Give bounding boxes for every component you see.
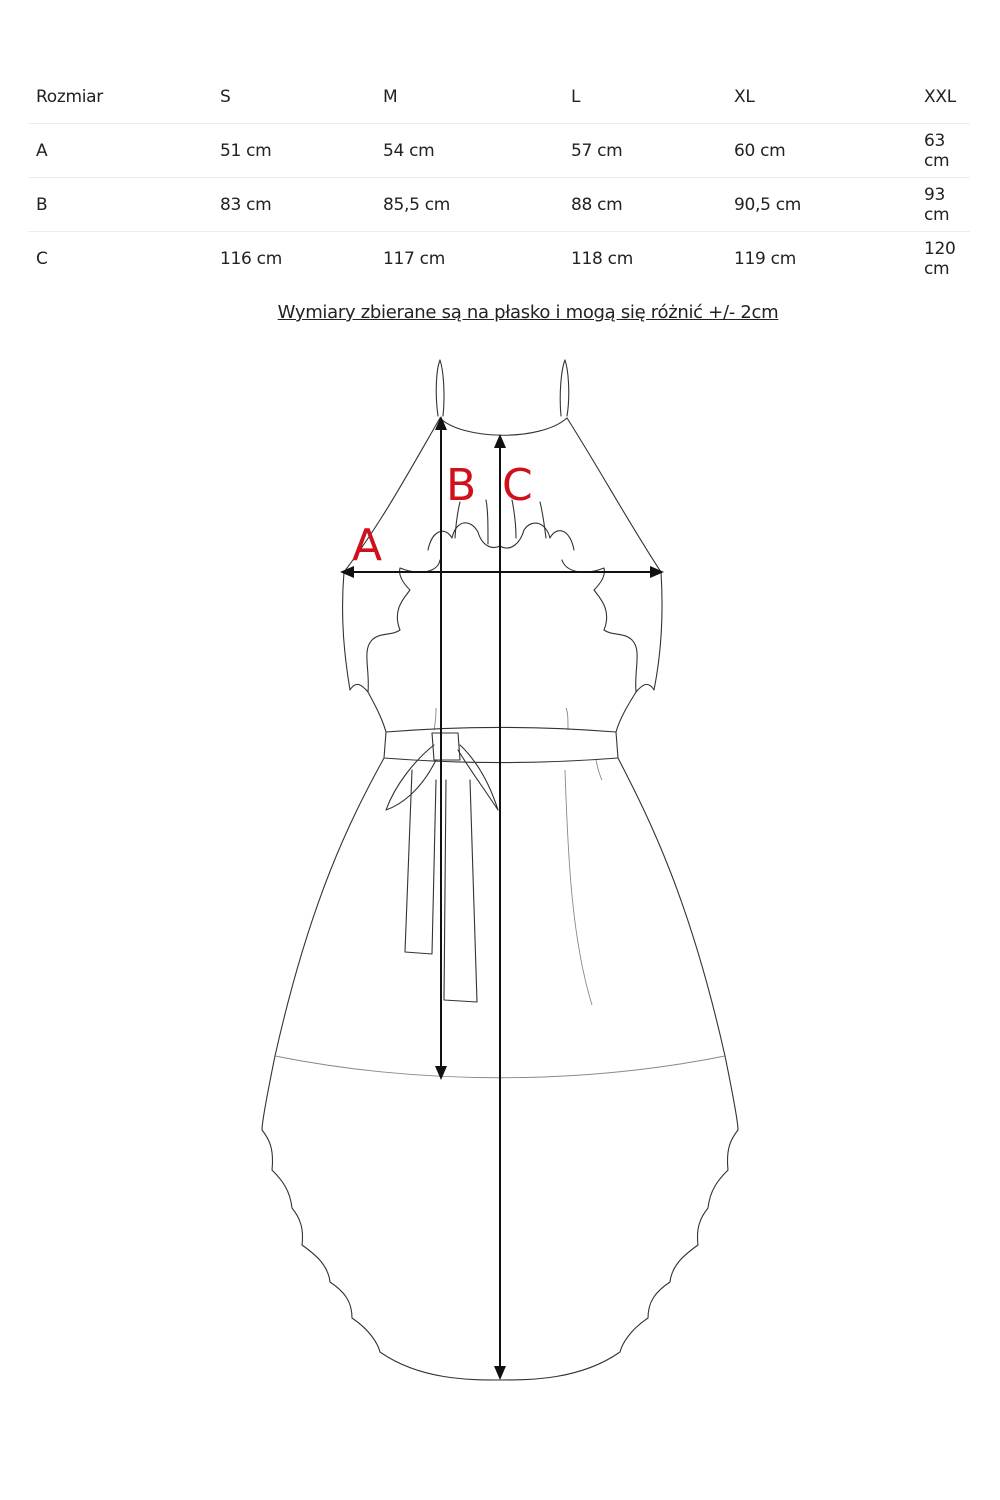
table-cell: 60 cm (726, 124, 916, 178)
table-header-cell: S (212, 70, 375, 124)
table-cell: 83 cm (212, 178, 375, 232)
table-cell: 93 cm (916, 178, 970, 232)
table-row (28, 124, 970, 178)
label-c: C (502, 460, 533, 511)
table-header-cell: XL (726, 70, 916, 124)
measurement-note: Wymiary zbierane są na płasko i mogą się różnić +/- 2cm (277, 302, 779, 323)
table-header-cell: M (375, 70, 563, 124)
table-cell: A (28, 124, 212, 178)
measurement-arrows (340, 416, 664, 1380)
table-row (28, 232, 970, 286)
table-cell: 57 cm (563, 124, 726, 178)
table-cell: 85,5 cm (375, 178, 563, 232)
table-cell: 88 cm (563, 178, 726, 232)
label-b: B (446, 460, 477, 511)
table-cell: 63 cm (916, 124, 970, 178)
table-cell: 51 cm (212, 124, 375, 178)
label-a: A (352, 520, 383, 571)
table-cell: C (36, 248, 48, 269)
table-header-cell: XXL (916, 70, 970, 124)
table-cell: 116 cm (220, 248, 282, 269)
table-cell: 118 cm (571, 248, 633, 269)
table-header-row (28, 70, 970, 124)
table-cell: 90,5 cm (726, 178, 916, 232)
dress-diagram (0, 340, 1000, 1400)
table-cell: 117 cm (383, 248, 445, 269)
table-cell: 120 cm (924, 238, 956, 279)
table-cell: 54 cm (375, 124, 563, 178)
size-table (28, 70, 970, 285)
table-header-cell: L (563, 70, 726, 124)
table-row (28, 178, 970, 232)
table-cell: B (28, 178, 212, 232)
table-header-cell: Rozmiar (28, 70, 212, 124)
table-cell: 119 cm (734, 248, 796, 269)
